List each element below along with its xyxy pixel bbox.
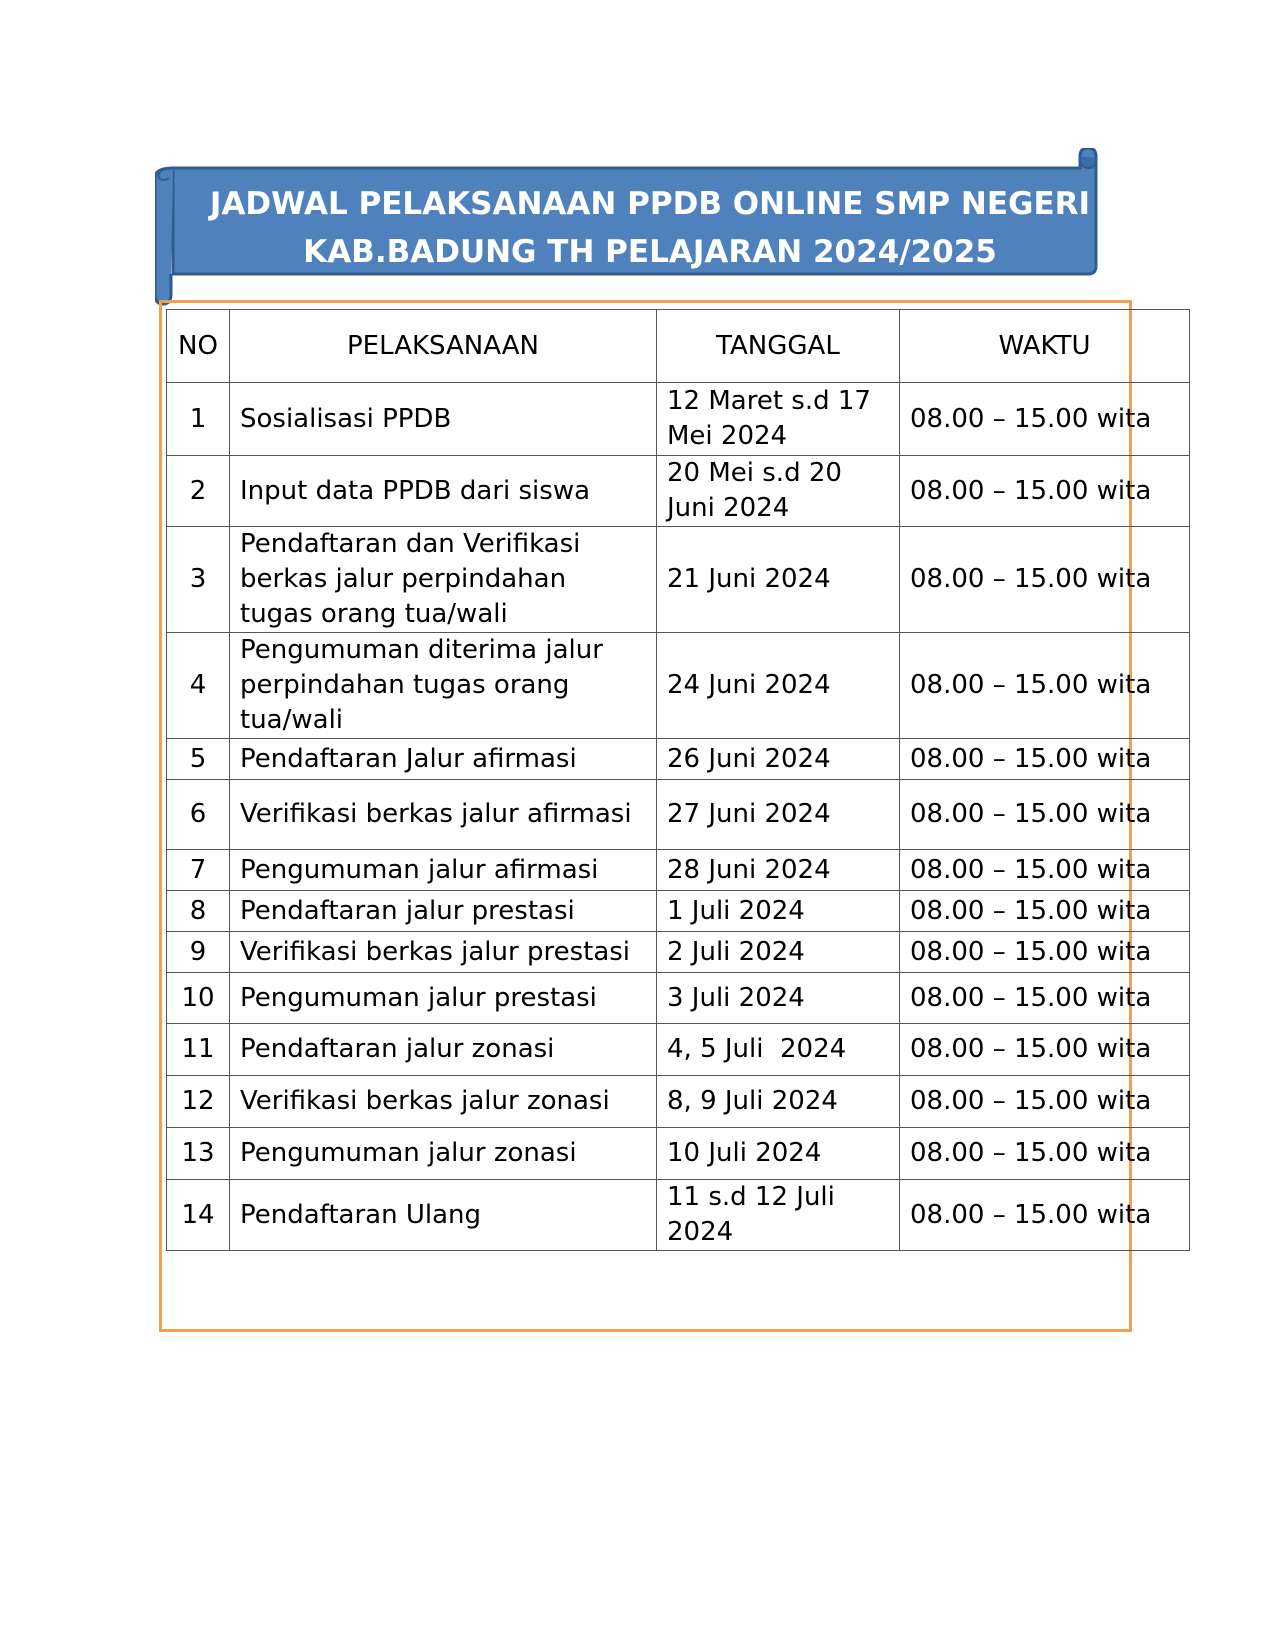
cell-no: 10 <box>167 973 230 1024</box>
cell-pelaksanaan: Pendaftaran dan Verifikasi berkas jalur perpindahan tugas orang tua/wali <box>230 527 657 633</box>
cell-tanggal: 8, 9 Juli 2024 <box>657 1076 900 1128</box>
table-row <box>167 891 1190 932</box>
cell-tanggal: 11 s.d 12 Juli 2024 <box>657 1180 900 1251</box>
table-row <box>167 780 1190 850</box>
cell-tanggal: 26 Juni 2024 <box>657 739 900 780</box>
cell-no: 6 <box>167 780 230 850</box>
title-line-2: KAB.BADUNG TH PELAJARAN 2024/2025 <box>303 234 997 270</box>
cell-pelaksanaan: Input data PPDB dari siswa <box>230 456 657 527</box>
table-row <box>167 527 1190 633</box>
cell-no: 8 <box>167 891 230 932</box>
cell-pelaksanaan: Pendaftaran Ulang <box>230 1180 657 1251</box>
cell-pelaksanaan: Pengumuman jalur zonasi <box>230 1128 657 1180</box>
table-row <box>167 1076 1190 1128</box>
table-header-row <box>167 310 1190 383</box>
table-row <box>167 456 1190 527</box>
cell-waktu: 08.00 – 15.00 wita <box>900 850 1190 891</box>
title-line-1: JADWAL PELAKSANAAN PPDB ONLINE SMP NEGERI <box>209 186 1091 222</box>
cell-no: 13 <box>167 1128 230 1180</box>
cell-no: 14 <box>167 1180 230 1251</box>
cell-tanggal: 24 Juni 2024 <box>657 633 900 739</box>
cell-no: 9 <box>167 932 230 973</box>
cell-tanggal: 1 Juli 2024 <box>657 891 900 932</box>
cell-no: 11 <box>167 1024 230 1076</box>
cell-tanggal: 4, 5 Juli 2024 <box>657 1024 900 1076</box>
cell-tanggal: 2 Juli 2024 <box>657 932 900 973</box>
cell-waktu: 08.00 – 15.00 wita <box>900 780 1190 850</box>
cell-no: 12 <box>167 1076 230 1128</box>
cell-pelaksanaan: Pendaftaran jalur zonasi <box>230 1024 657 1076</box>
cell-waktu: 08.00 – 15.00 wita <box>900 973 1190 1024</box>
table-row <box>167 932 1190 973</box>
table-row <box>167 1128 1190 1180</box>
cell-pelaksanaan: Verifikasi berkas jalur zonasi <box>230 1076 657 1128</box>
cell-tanggal: 10 Juli 2024 <box>657 1128 900 1180</box>
cell-pelaksanaan: Pengumuman jalur prestasi <box>230 973 657 1024</box>
cell-tanggal: 12 Maret s.d 17 Mei 2024 <box>657 383 900 456</box>
cell-waktu: 08.00 – 15.00 wita <box>900 1180 1190 1251</box>
cell-pelaksanaan: Verifikasi berkas jalur afirmasi <box>230 780 657 850</box>
cell-no: 7 <box>167 850 230 891</box>
cell-pelaksanaan: Verifikasi berkas jalur prestasi <box>230 932 657 973</box>
cell-waktu: 08.00 – 15.00 wita <box>900 383 1190 456</box>
cell-no: 5 <box>167 739 230 780</box>
header-no: NO <box>167 310 230 383</box>
table-row <box>167 850 1190 891</box>
cell-no: 2 <box>167 456 230 527</box>
table-row <box>167 633 1190 739</box>
cell-waktu: 08.00 – 15.00 wita <box>900 633 1190 739</box>
cell-tanggal: 3 Juli 2024 <box>657 973 900 1024</box>
cell-tanggal: 28 Juni 2024 <box>657 850 900 891</box>
title-banner <box>155 148 1140 308</box>
table-row <box>167 739 1190 780</box>
table-row <box>167 1024 1190 1076</box>
cell-pelaksanaan: Pendaftaran jalur prestasi <box>230 891 657 932</box>
cell-tanggal: 21 Juni 2024 <box>657 527 900 633</box>
cell-pelaksanaan: Pendaftaran Jalur afirmasi <box>230 739 657 780</box>
cell-waktu: 08.00 – 15.00 wita <box>900 891 1190 932</box>
cell-waktu: 08.00 – 15.00 wita <box>900 456 1190 527</box>
cell-tanggal: 27 Juni 2024 <box>657 780 900 850</box>
table-row <box>167 383 1190 456</box>
cell-pelaksanaan: Sosialisasi PPDB <box>230 383 657 456</box>
cell-waktu: 08.00 – 15.00 wita <box>900 1128 1190 1180</box>
header-pelaksanaan: PELAKSANAAN <box>230 310 657 383</box>
table-row <box>167 1180 1190 1251</box>
cell-waktu: 08.00 – 15.00 wita <box>900 1076 1190 1128</box>
cell-pelaksanaan: Pengumuman diterima jalur perpindahan tugas orang tua/wali <box>230 633 657 739</box>
cell-pelaksanaan: Pengumuman jalur afirmasi <box>230 850 657 891</box>
table-row <box>167 973 1190 1024</box>
schedule-table <box>166 309 1190 1251</box>
page-title <box>185 180 1115 276</box>
cell-waktu: 08.00 – 15.00 wita <box>900 739 1190 780</box>
cell-no: 4 <box>167 633 230 739</box>
cell-no: 1 <box>167 383 230 456</box>
cell-waktu: 08.00 – 15.00 wita <box>900 1024 1190 1076</box>
cell-no: 3 <box>167 527 230 633</box>
cell-waktu: 08.00 – 15.00 wita <box>900 527 1190 633</box>
cell-waktu: 08.00 – 15.00 wita <box>900 932 1190 973</box>
header-tanggal: TANGGAL <box>657 310 900 383</box>
header-waktu: WAKTU <box>900 310 1190 383</box>
cell-tanggal: 20 Mei s.d 20 Juni 2024 <box>657 456 900 527</box>
